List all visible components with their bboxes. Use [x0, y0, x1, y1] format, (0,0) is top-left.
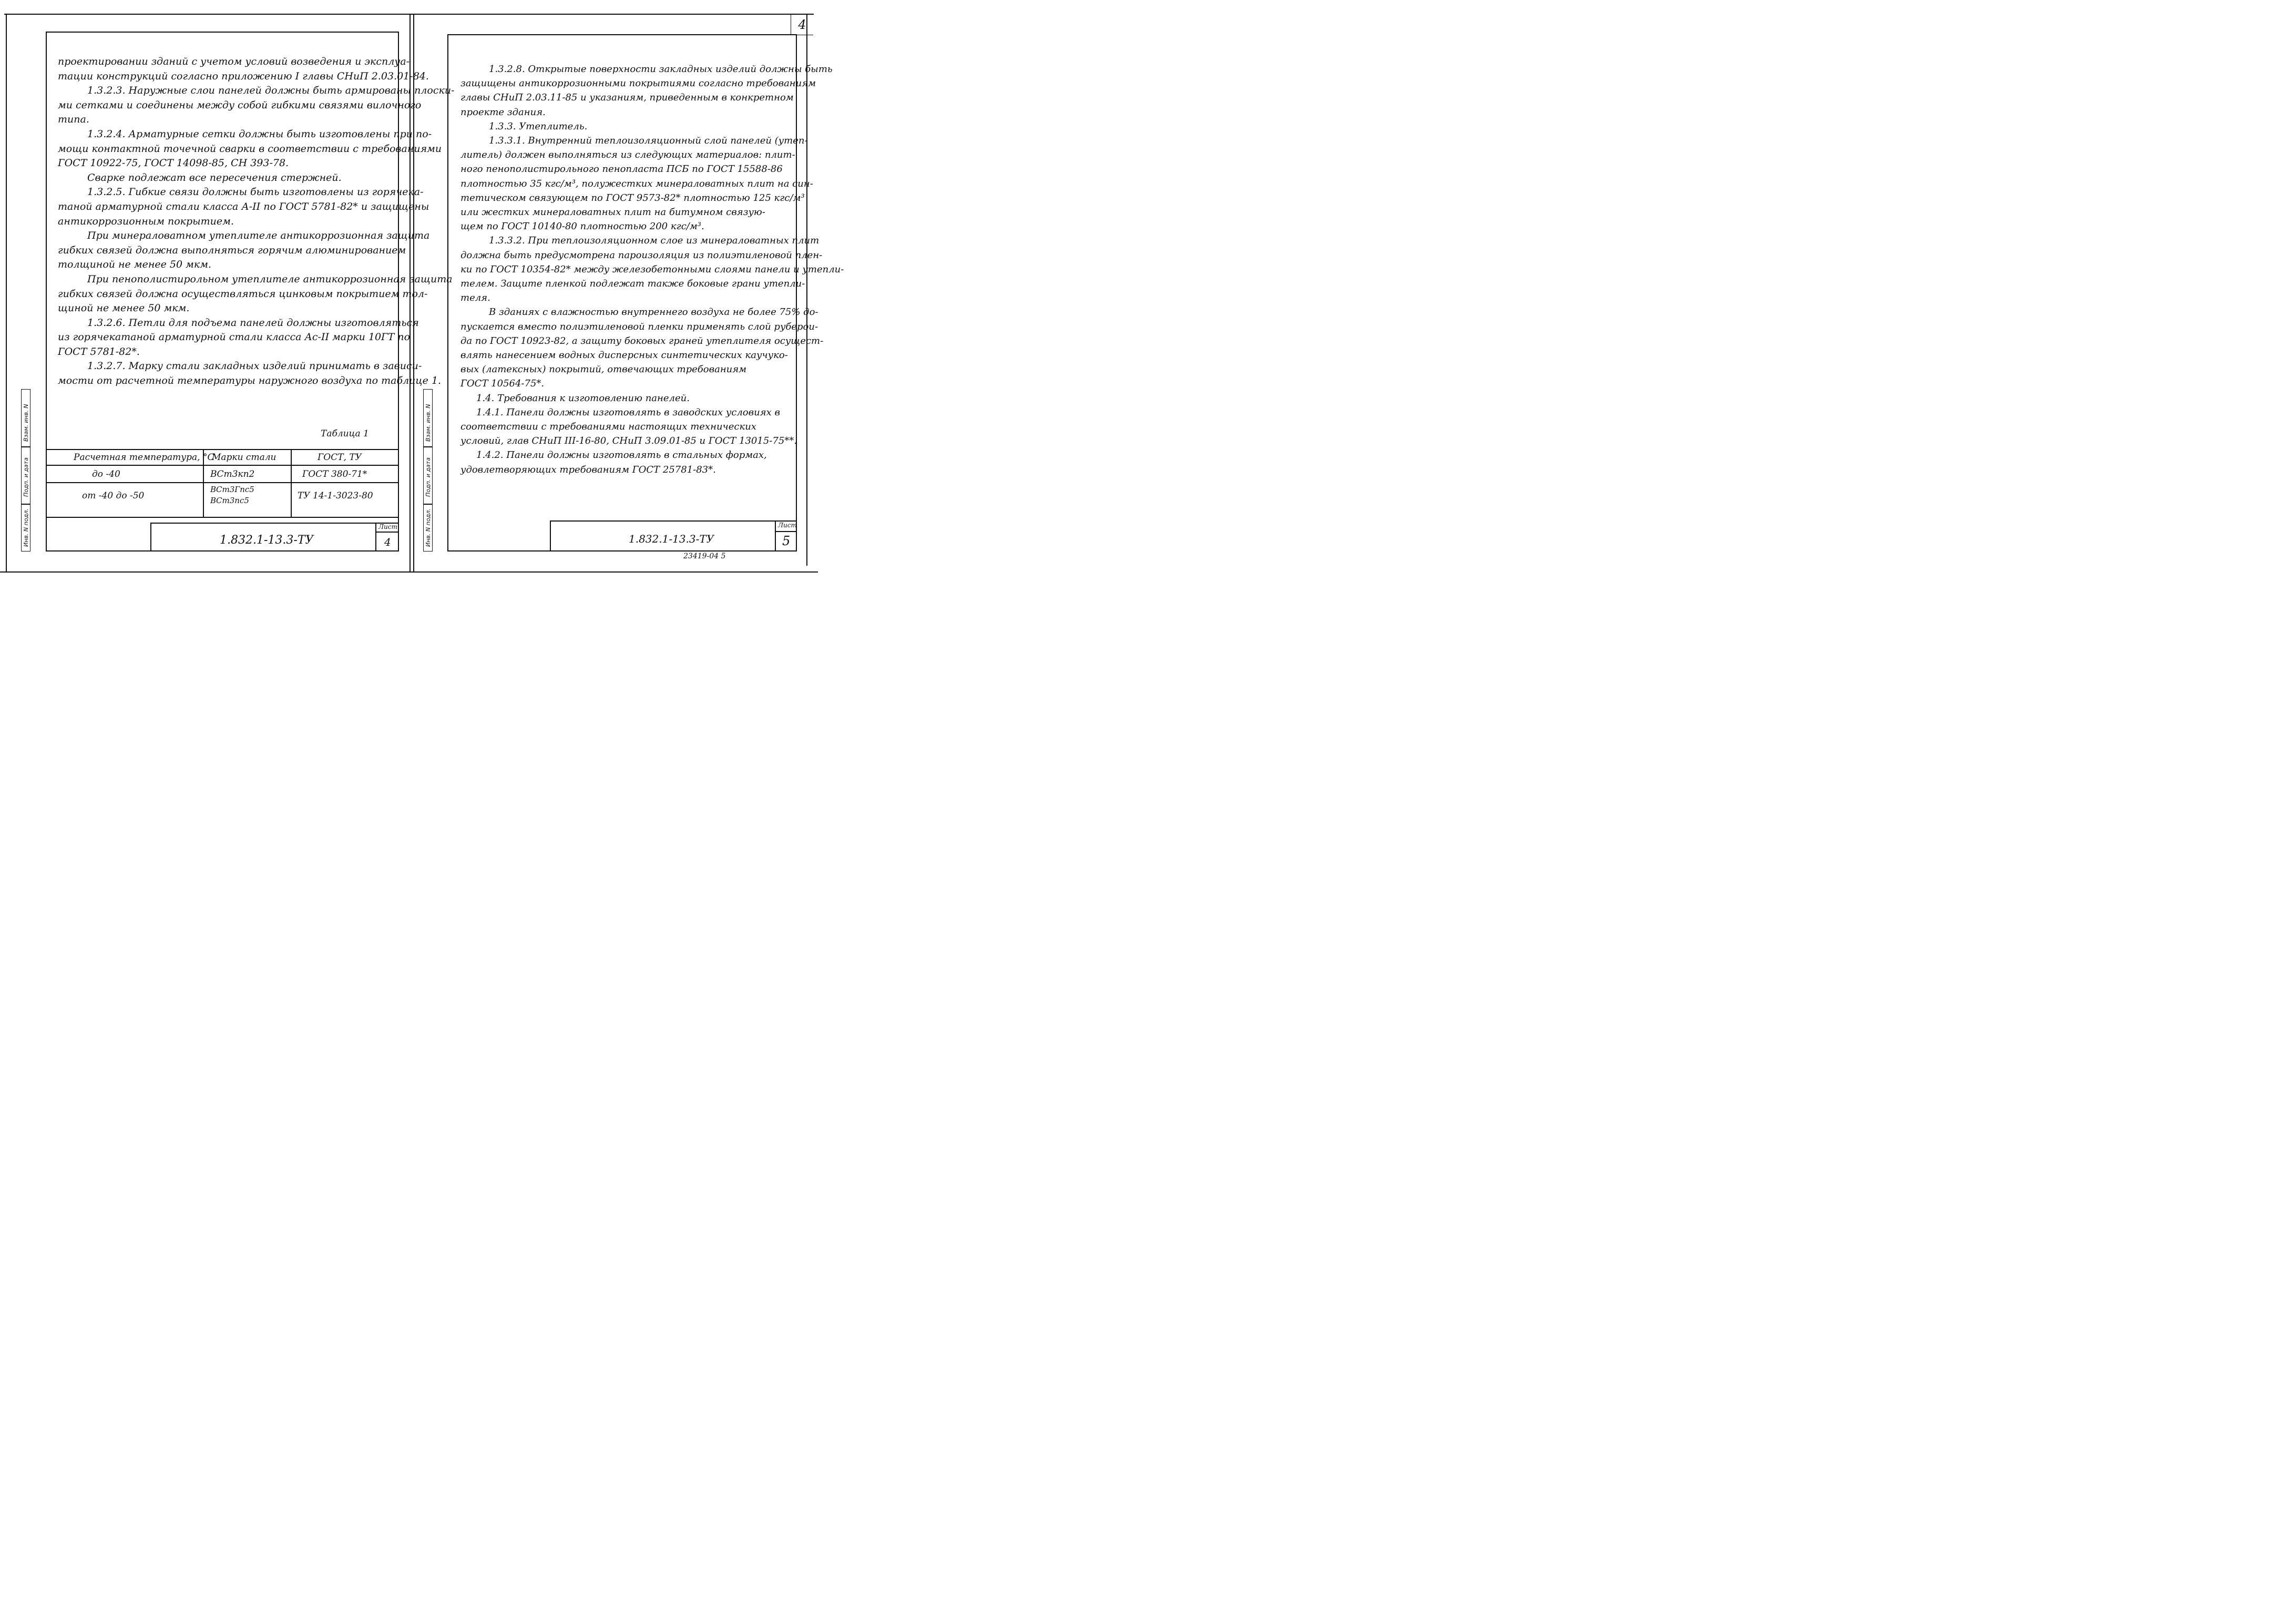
stamp-rule [775, 520, 776, 551]
paragraph: проектировании зданий с учетом условий возведения и эксплуа- тации конструкций согласно приложению I главы СНиП 2.03.01-84. [58, 56, 429, 82]
archive-number: 23419-04 5 [683, 552, 726, 560]
right-binding-divider [423, 504, 433, 505]
stamp-rule [775, 531, 797, 532]
table-rule [46, 465, 399, 466]
stamp-rule [550, 520, 797, 522]
table-rule [46, 482, 399, 483]
paragraph: 1.3.2.5. Гибкие связи должны быть изготовлены из горячека- таной арматурной стали класса А-II по ГОСТ 5781-82* и защищены антикоррозионным покрытием. [58, 186, 429, 227]
table-header-steel: Марки стали [212, 452, 277, 463]
paragraph: 1.3.2.7. Марку стали закладных изделий принимать в зависи- мости от расчетной температуры наружного воздуха по таблице 1. [58, 360, 442, 387]
table-caption: Таблица 1 [321, 428, 369, 439]
table-cell-steel: ВСт3кп2 [210, 469, 255, 479]
bottom-rule [0, 571, 818, 573]
table-cell-gost: ГОСТ 380-71* [302, 469, 367, 479]
stamp-rule [150, 523, 399, 524]
paragraph: Сварке подлежат все пересечения стержней. [87, 171, 342, 183]
right-outer-edge [806, 14, 807, 566]
table-cell-steel: ВСт3пс5 [210, 496, 249, 505]
left-side-label-sign: Подп. и дата [23, 457, 29, 497]
sheet-number: 4 [384, 536, 391, 548]
right-side-label-inv: Инв. N подл. [425, 508, 432, 547]
sheet-corner-number: 4 [798, 17, 806, 32]
paragraph: 1.3.3. Утеплитель. [489, 120, 588, 132]
left-binding-divider [21, 446, 30, 447]
paragraph: 1.4.1. Панели должны изготовлять в заводских условиях в соответствии с требованиями настоящих технических условий, глав СНиП III-16-80, СНиП 3.09.01-85 и ГОСТ 13015-75**. [460, 406, 797, 447]
right-binding-divider [423, 446, 433, 447]
stamp-rule [375, 523, 376, 551]
paragraph: 1.3.3.2. При теплоизоляционном слое из минераловатных плит должна быть предусмотрена пароизоляция из полиэтиленовой плен- ки по ГОСТ 10354-82* между железобетонными слоями панели и утепли- телем. Защите пленкой подлежат также боковые грани утепли- теля. [460, 235, 844, 304]
sheet-corner-box [791, 15, 813, 35]
left-outer-edge [6, 14, 7, 571]
stamp-code: 1.832.1-13.3-ТУ [629, 533, 714, 545]
top-rule [4, 14, 814, 15]
table-cell-gost: ТУ 14-1-3023-80 [298, 491, 373, 501]
table-rule [46, 449, 399, 450]
paragraph: 1.3.2.8. Открытые поверхности закладных изделий должны быть защищены антикоррозионными покрытиями согласно требованиям главы СНиП 2.03.11-85 и указаниям, приведенным в конкретном проекте здания. [460, 64, 833, 118]
paragraph: 1.3.2.4. Арматурные сетки должны быть изготовлены при по- мощи контактной точечной сварки в соответствии с требованиями ГОСТ 10922-75, ГОСТ 14098-85, СН 393-78. [58, 128, 442, 169]
left-side-label-replace: Взам. инв. N [23, 404, 29, 442]
paragraph: 1.4.2. Панели должны изготовлять в стальных формах, удовлетворяющих требованиям ГОСТ 25781-83*. [460, 450, 767, 475]
table-cell-temp: от -40 до -50 [82, 491, 145, 501]
paragraph: 1.3.2.6. Петли для подъема панелей должны изготовляться из горячекатаной арматурной стали класса Ас-II марки 10ГТ по ГОСТ 5781-82*. [58, 316, 419, 358]
right-body-text [460, 62, 844, 477]
table-cell-steel: ВСт3Гпс5 [210, 485, 254, 494]
table-rule [46, 517, 399, 518]
paragraph: В зданиях с влажностью внутреннего воздуха не более 75% до- пускается вместо полиэтиленовой пленки применять слой руберои- да по ГОСТ 10923-82, а защиту боковых граней утеплителя осущест- влять нанесением водных дисперсных синтетических каучуко- вых (латексных) покрытий, отвечающих требованиям ГОСТ 10564-75*. [460, 307, 824, 390]
stamp-code: 1.832.1-13.3-ТУ [220, 534, 314, 547]
left-body-text [58, 55, 455, 389]
section-heading: 1.4. Требования к изготовлению панелей. [476, 392, 690, 404]
paragraph: При пенополистирольном утеплителе антикоррозионная защита гибких связей должна осуществляться цинковым покрытием тол- щиной не менее 50 мкм. [58, 273, 453, 314]
stamp-rule [375, 532, 399, 533]
left-side-label-inv: Инв. N подл. [23, 508, 29, 547]
right-side-label-sign: Подп. и дата [425, 457, 432, 497]
table-col-rule [291, 449, 292, 517]
sheet-number: 5 [782, 534, 791, 548]
table-cell-temp: до -40 [92, 469, 120, 479]
table-header-gost: ГОСТ, ТУ [318, 452, 362, 463]
table-header-temperature: Расчетная температура, °С [74, 452, 214, 463]
paragraph: При минераловатном утеплителе антикоррозионная защита гибких связей должна выполняться горячим алюминированием толщиной не менее 50 мкм. [58, 230, 430, 271]
sheet-label: Лист [378, 523, 397, 530]
sheet-label: Лист [778, 522, 797, 529]
stamp-rule [150, 523, 151, 551]
stamp-rule [550, 520, 551, 551]
paragraph: 1.3.3.1. Внутренний теплоизоляционный слой панелей (утеп- литель) должен выполняться из следующих материалов: плит- ного пенополистирольного пенопласта ПСБ по ГОСТ 15588-86 плотностью 35 кгс/м³, полужестких минераловатных плит на син- тетическом связующем по ГОСТ 9573-82* плотностью 125 кгс/м³ или жестких минераловатных плит на битумном связую- щем по ГОСТ 10140-80 плотностью 200 кгс/м³. [460, 135, 813, 232]
paragraph: 1.3.2.3. Наружные слои панелей должны быть армированы плоски- ми сетками и соединены между собой гибкими связями вилочного типа. [58, 85, 455, 126]
left-binding-divider [21, 504, 30, 505]
right-side-label-replace: Взам. инв. N [425, 404, 432, 442]
